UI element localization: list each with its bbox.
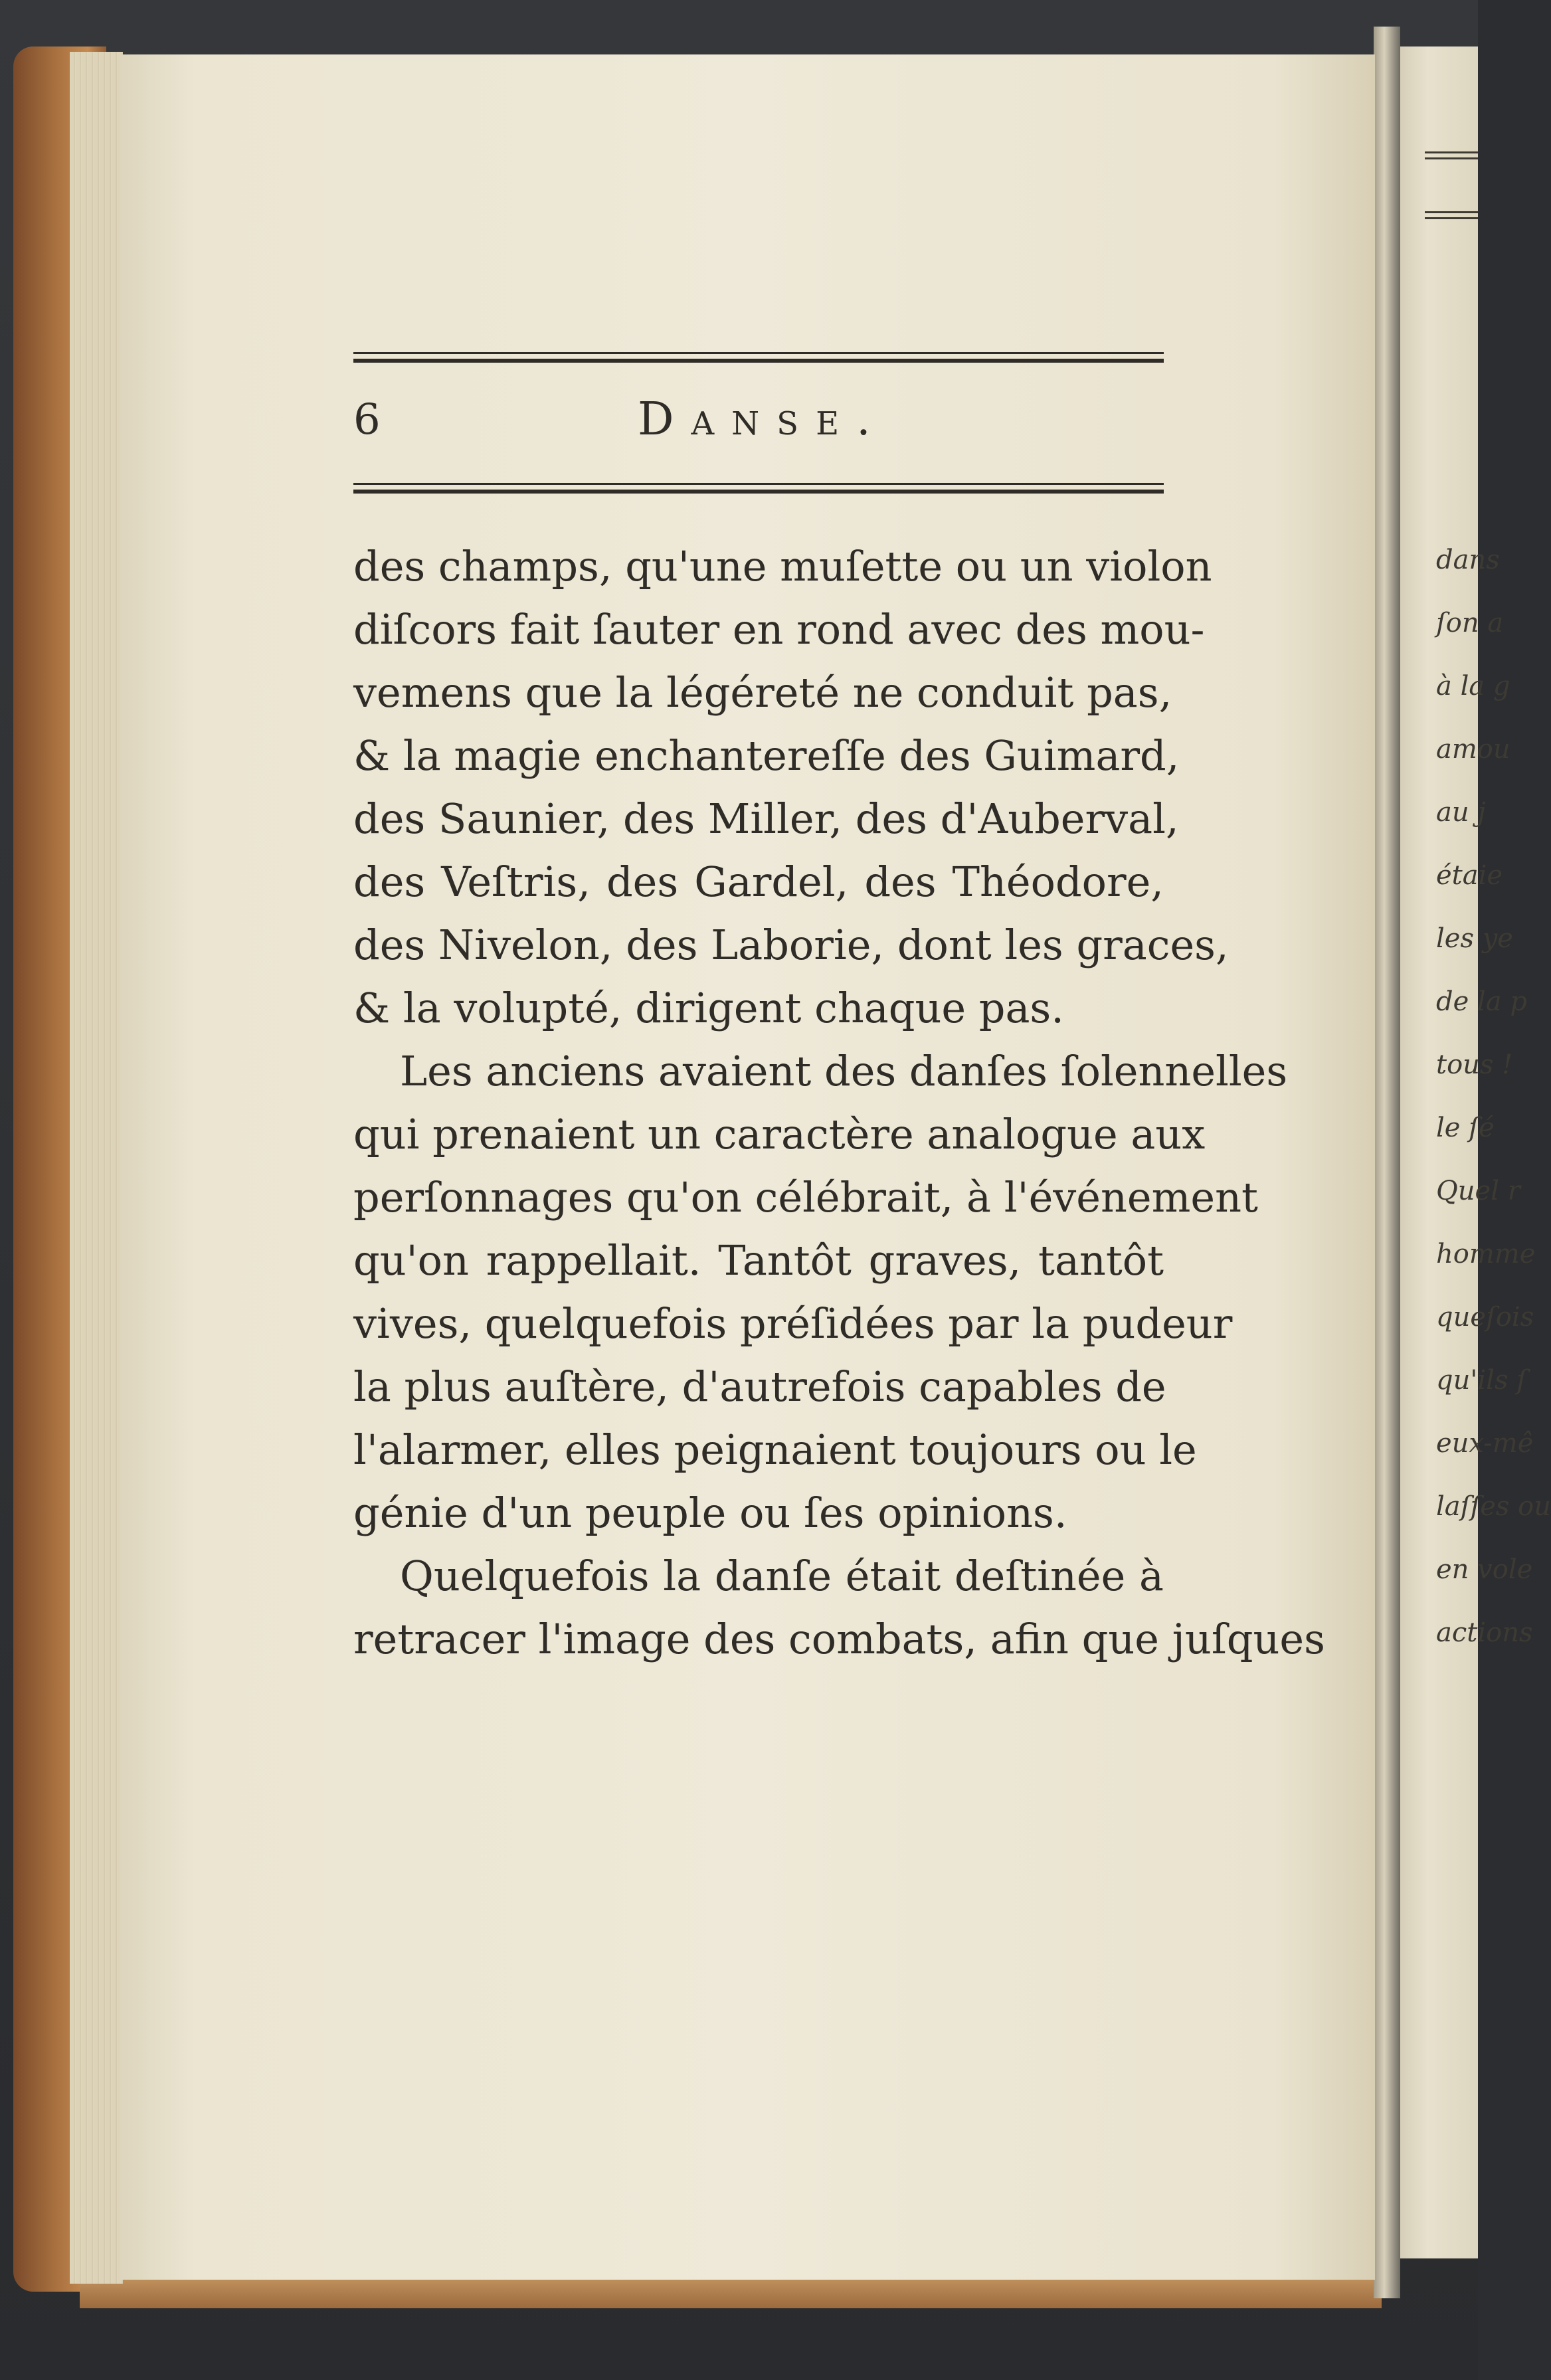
page-stack-edge xyxy=(70,52,123,2284)
facing-page-fragment-line: à la g xyxy=(1436,671,1510,701)
text-line: la plus auſtère, d'autrefois capables de xyxy=(353,1362,1166,1411)
text-line: perſonnages qu'on célébrait, à l'événement xyxy=(353,1173,1258,1222)
text-line: & la magie enchantereſſe des Guimard, xyxy=(353,731,1180,780)
text-line: vemens que la légéreté ne conduit pas, xyxy=(353,668,1172,717)
text-line: des champs, qu'une muſette ou un violon xyxy=(353,542,1212,591)
running-head: Danse. xyxy=(638,393,888,446)
facing-page-fragment-line: eux-mê xyxy=(1436,1428,1534,1459)
text-line: qu'on rappellait. Tantôt graves, tantôt xyxy=(353,1236,1164,1285)
body-text xyxy=(353,535,1325,1671)
facing-page-rule xyxy=(1425,151,1478,159)
facing-page-fragment-line: tous ! xyxy=(1436,1050,1513,1080)
facing-page-fragment-line: homme xyxy=(1436,1239,1536,1269)
gutter-shadow xyxy=(1374,27,1400,2298)
facing-page-fragment-line: en vole xyxy=(1436,1554,1533,1585)
facing-page-fragment-line: de la p xyxy=(1436,986,1527,1017)
facing-page-fragment-line: queſois xyxy=(1436,1302,1534,1332)
text-line: des Saunier, des Miller, des d'Auberval, xyxy=(353,794,1179,843)
text-line: génie d'un peuple ou ſes opinions. xyxy=(353,1489,1067,1537)
facing-page-fragment-line: qu'ils ſ xyxy=(1436,1365,1526,1396)
text-line: retracer l'image des combats, afin que juſques xyxy=(353,1615,1325,1663)
text-line: des Veſtris, des Gardel, des Théodore, xyxy=(353,858,1164,906)
facing-page-fragment xyxy=(1395,46,1551,2258)
facing-page-fragment-line: au j xyxy=(1436,797,1486,828)
facing-page-fragment-line: dans xyxy=(1436,545,1500,575)
header-rule-bottom xyxy=(353,483,1164,498)
page-number: 6 xyxy=(353,395,381,444)
text-line: l'alarmer, elles peignaient toujours ou le xyxy=(353,1425,1197,1474)
facing-page-fragment-line: les ye xyxy=(1436,923,1513,954)
facing-page-fragment-line: amou xyxy=(1436,734,1510,765)
text-line: Quelquefois la danſe était deſtinée à xyxy=(400,1552,1164,1600)
facing-page-rule xyxy=(1425,211,1478,219)
text-line: diſcors fait ſauter en rond avec des mou- xyxy=(353,605,1205,654)
facing-page-fragment-line: le ſé xyxy=(1436,1113,1495,1143)
text-line: & la volupté, dirigent chaque pas. xyxy=(353,984,1064,1032)
facing-page-fragment-line: actions xyxy=(1436,1617,1533,1648)
facing-page-fragment-line: ſon a xyxy=(1436,608,1504,638)
text-line: qui prenaient un caractère analogue aux xyxy=(353,1110,1206,1158)
facing-page-fragment-line: Quel r xyxy=(1436,1176,1520,1206)
facing-page-fragment-line: étaie xyxy=(1436,860,1503,891)
text-line: vives, quelquefois préſidées par la pudeur xyxy=(353,1299,1233,1348)
text-line: des Nivelon, des Laborie, dont les graces, xyxy=(353,921,1229,969)
header-rule-top xyxy=(353,352,1164,367)
facing-page-fragment-line: laſſes ou xyxy=(1436,1491,1551,1522)
text-line: Les anciens avaient des danſes ſolennelles xyxy=(400,1047,1288,1095)
